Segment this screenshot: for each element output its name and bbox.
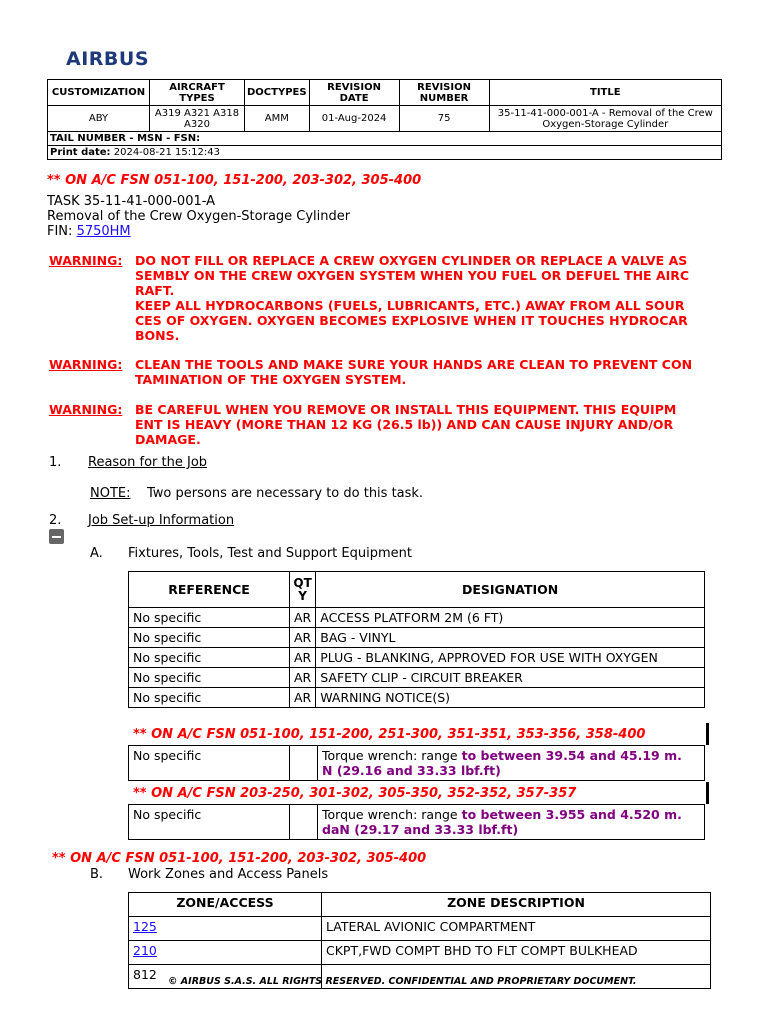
warning-text-line: BE CAREFUL WHEN YOU REMOVE OR INSTALL THIS EQUIPMENT. THIS EQUIPM <box>135 402 677 417</box>
table-row <box>129 746 705 781</box>
warning-text-line: RAFT. <box>135 283 175 298</box>
tools-cell-designation <box>318 746 705 781</box>
header-col-aircraft-types: AIRCRAFT TYPES <box>150 80 245 106</box>
table-row <box>129 628 705 648</box>
applicability-torque-1: ** ON A/C FSN 051-100, 151-200, 251-300, 351-351, 353-356, 358-400 <box>133 727 646 742</box>
zone-link[interactable]: 210 <box>133 943 157 958</box>
warning-label: WARNING: <box>49 357 123 372</box>
warning-text-line: TAMINATION OF THE OXYGEN SYSTEM. <box>135 372 407 387</box>
tools-cell-designation: SAFETY CLIP - CIRCUIT BREAKER <box>316 668 705 688</box>
zones-header-zone-description: ZONE DESCRIPTION <box>322 893 711 917</box>
zone-link[interactable]: 125 <box>133 919 157 934</box>
change-bar <box>706 782 709 804</box>
header-col-revision-date: REVISION DATE <box>309 80 399 106</box>
tools-cell-reference: No specific <box>129 746 290 781</box>
applicability-section-b: ** ON A/C FSN 051-100, 151-200, 203-302, 305-400 <box>52 851 427 866</box>
tools-cell-reference: No specific <box>129 628 290 648</box>
tools-header-designation: DESIGNATION <box>316 572 705 608</box>
tools-cell-reference: No specific <box>129 805 290 840</box>
section-1-title: Reason for the Job <box>88 455 208 470</box>
tools-cell-designation: WARNING NOTICE(S) <box>316 688 705 708</box>
torque-range: to between 39.54 and 45.19 m. <box>461 748 682 763</box>
warning-label: WARNING: <box>49 402 123 417</box>
table-row <box>129 688 705 708</box>
tools-cell-qty: AR <box>290 688 316 708</box>
tools-header-reference: REFERENCE <box>129 572 290 608</box>
collapse-toggle-icon[interactable] <box>49 529 64 544</box>
task-id: TASK 35-11-41-000-001-A <box>47 194 216 209</box>
tools-cell-reference: No specific <box>129 648 290 668</box>
tools-cell-qty <box>290 746 318 781</box>
sub-a-letter: A. <box>90 546 103 561</box>
section-2-number: 2. <box>49 513 62 528</box>
header-customization-value: ABY <box>48 106 150 132</box>
tools-cell-designation: BAG - VINYL <box>316 628 705 648</box>
warning-text-line: CES OF OXYGEN. OXYGEN BECOMES EXPLOSIVE WHEN IT TOUCHES HYDROCAR <box>135 313 688 328</box>
zone-description: CKPT,FWD COMPT BHD TO FLT COMPT BULKHEAD <box>322 941 711 965</box>
tools-cell-designation: PLUG - BLANKING, APPROVED FOR USE WITH OXYGEN <box>316 648 705 668</box>
zones-table <box>128 892 711 989</box>
sub-b-title: Work Zones and Access Panels <box>128 867 329 882</box>
warning-text-line: DO NOT FILL OR REPLACE A CREW OXYGEN CYLINDER OR REPLACE A VALVE AS <box>135 253 688 268</box>
torque-table-1 <box>128 745 705 781</box>
tools-cell-designation: ACCESS PLATFORM 2M (6 FT) <box>316 608 705 628</box>
change-bar <box>706 723 709 745</box>
section-2-title: Job Set-up Information <box>88 513 235 528</box>
warning-text-line: BONS. <box>135 328 180 343</box>
table-row <box>129 608 705 628</box>
warning-label: WARNING: <box>49 253 123 268</box>
torque-range-continued: daN (29.17 and 33.33 lbf.ft) <box>322 822 519 837</box>
header-title-value: 35-11-41-000-001-A - Removal of the Crew Oxygen-Storage Cylinder <box>489 106 721 132</box>
fin-row <box>47 224 131 240</box>
header-col-title: TITLE <box>489 80 721 106</box>
header-col-revision-number: REVISION NUMBER <box>399 80 489 106</box>
tools-cell-qty: AR <box>290 628 316 648</box>
zone-description: LATERAL AVIONIC COMPARTMENT <box>322 917 711 941</box>
torque-range-continued: N (29.16 and 33.33 lbf.ft) <box>322 763 501 778</box>
tools-cell-designation <box>318 805 705 840</box>
section-1-number: 1. <box>49 455 62 470</box>
applicability-main: ** ON A/C FSN 051-100, 151-200, 203-302, 305-400 <box>47 173 422 188</box>
sub-a-title: Fixtures, Tools, Test and Support Equipment <box>128 546 412 561</box>
table-row <box>129 917 711 941</box>
header-doctypes-value: AMM <box>245 106 310 132</box>
tools-cell-qty: AR <box>290 608 316 628</box>
warning-text-line: KEEP ALL HYDROCARBONS (FUELS, LUBRICANTS, ETC.) AWAY FROM ALL SOUR <box>135 298 685 313</box>
warning-text-line: CLEAN THE TOOLS AND MAKE SURE YOUR HANDS ARE CLEAN TO PREVENT CON <box>135 357 693 372</box>
tools-cell-qty: AR <box>290 668 316 688</box>
torque-range: to between 3.955 and 4.520 m. <box>461 807 682 822</box>
tools-cell-reference: No specific <box>129 688 290 708</box>
fin-link[interactable]: 5750HM <box>76 224 131 239</box>
applicability-torque-2: ** ON A/C FSN 203-250, 301-302, 305-350, 352-352, 357-357 <box>133 786 577 801</box>
warning-text-line: DAMAGE. <box>135 432 201 447</box>
table-row <box>129 805 705 840</box>
tools-cell-qty <box>290 805 318 840</box>
tools-header-qty: QT Y <box>290 572 316 608</box>
tools-cell-qty: AR <box>290 648 316 668</box>
header-aircraft-types-value: A319 A321 A318 A320 <box>150 106 245 132</box>
torque-table-2 <box>128 804 705 840</box>
torque-text: Torque wrench: range <box>322 807 462 822</box>
task-title: Removal of the Crew Oxygen-Storage Cylinder <box>47 209 351 224</box>
zones-header-zone-access: ZONE/ACCESS <box>129 893 322 917</box>
tools-table <box>128 571 705 708</box>
copyright-footer: © AIRBUS S.A.S. ALL RIGHTS RESERVED. CONFIDENTIAL AND PROPRIETARY DOCUMENT. <box>168 976 637 987</box>
tools-cell-reference: No specific <box>129 668 290 688</box>
header-revision-number-value: 75 <box>399 106 489 132</box>
note-label: NOTE: <box>90 486 131 501</box>
note-text: Two persons are necessary to do this task. <box>147 486 424 501</box>
header-col-doctypes: DOCTYPES <box>245 80 310 106</box>
header-col-customization: CUSTOMIZATION <box>48 80 150 106</box>
torque-text: Torque wrench: range <box>322 748 462 763</box>
print-date-row <box>48 146 722 160</box>
tools-cell-reference: No specific <box>129 608 290 628</box>
document-header-table <box>47 79 722 160</box>
table-row <box>129 941 711 965</box>
table-row <box>129 668 705 688</box>
print-date-label: Print date: <box>50 147 111 158</box>
warning-text-line: ENT IS HEAVY (MORE THAN 12 KG (26.5 lb)) AND CAN CAUSE INJURY AND/OR <box>135 417 674 432</box>
header-revision-date-value: 01-Aug-2024 <box>309 106 399 132</box>
airbus-logo: AIRBUS <box>66 48 149 70</box>
sub-b-letter: B. <box>90 867 104 882</box>
print-date-value: 2024-08-21 15:12:43 <box>113 147 220 158</box>
tail-number-label: TAIL NUMBER - MSN - FSN: <box>48 132 722 146</box>
zone-access-value: 812 <box>129 965 322 989</box>
fin-label: FIN: <box>47 224 73 239</box>
warning-text-line: SEMBLY ON THE CREW OXYGEN SYSTEM WHEN YOU FUEL OR DEFUEL THE AIRC <box>135 268 690 283</box>
table-row <box>129 648 705 668</box>
